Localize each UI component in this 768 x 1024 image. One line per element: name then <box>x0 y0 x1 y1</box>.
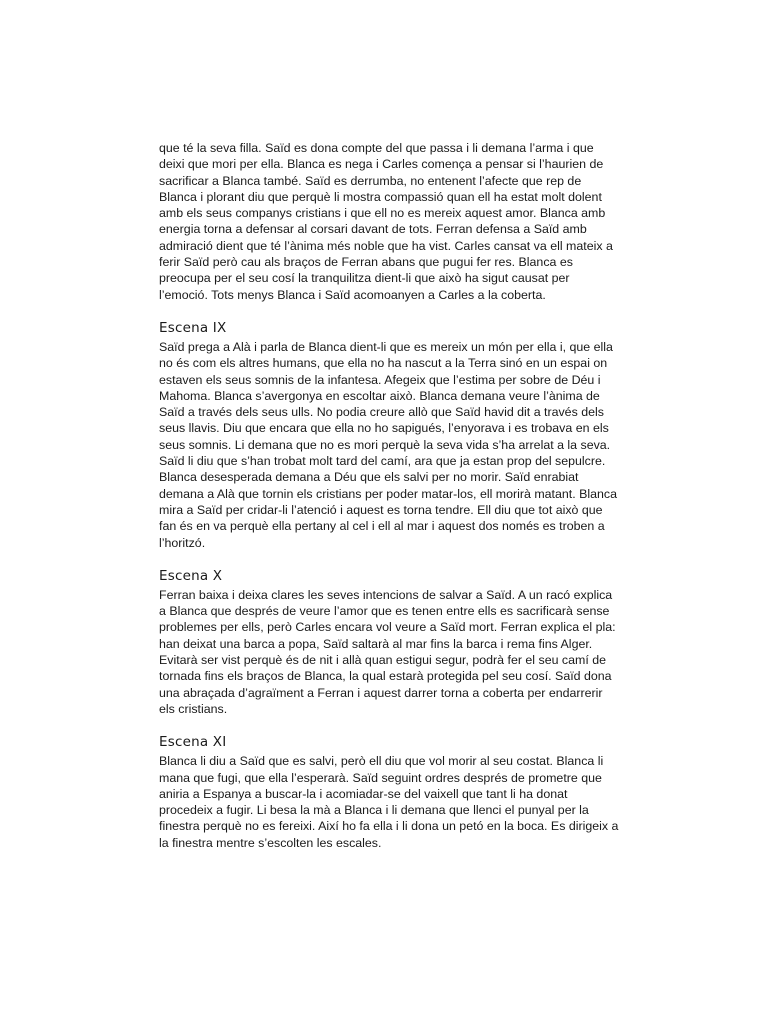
intro-paragraph: que té la seva filla. Saïd es dona compte del que passa i li demana l’arma i que deixi que mori per ella. Blanca es nega i Carles comença a pensar si l’haurien de sacrificar a Blanca també. Saïd es derrumba, no entenent l’afecte que rep de Blanca i plorant diu que perquè li mostra compassió quan ell ha estat molt dolent amb els seus companys cristians i que ell no es mereix aquest amor. Blanca amb energia torna a defensar al corsari davant de tots. Ferran defensa a Saïd amb admiració dient que té l’ànima més noble que ha vist. Carles cansat va ell mateix a ferir Saïd però cau als braços de Ferran abans que pugui fer res. Blanca es preocupa per el seu cosí la tranquilitza dient-li que això ha sigut causat per l’emoció. Tots menys Blanca i Saïd acomoanyen a Carles a la coberta. <box>159 141 613 302</box>
section-heading: Escena XI <box>159 734 227 751</box>
section-escena-ix <box>159 320 619 551</box>
section-heading: Escena X <box>159 567 223 584</box>
section-escena-x <box>159 568 619 717</box>
section-escena-xi <box>159 734 619 851</box>
section-paragraph: Ferran baixa i deixa clares les seves intencions de salvar a Saïd. A un racó explica a Blanca que després de veure l’amor que es tenen entre ells es sacrificarà sense problemes per ells, però Carles encara vol veure a Saïd mort. Ferran explica el pla: han deixat una barca a popa, Saïd saltarà al mar fins la barca i rema fins Alger. Evitarà ser vist perquè és de nit i allà quan estigui segur, podrà fer el seu camí de tornada fins els braços de Blanca, la qual estarà protegida pel seu cosí. Saïd dona una abraçada d’agraïment a Ferran i aquest darrer torna a coberta per endarrerir els cristians. <box>159 587 616 716</box>
section-paragraph: Blanca li diu a Saïd que es salvi, però ell diu que vol morir al seu costat. Blanca li mana que fugi, que ella l’esperarà. Saïd seguint ordres després de prometre que aniria a Espanya a buscar-la i acomiadar-se del vaixell que tant li ha donat procedeix a fugir. Li besa la mà a Blanca i li demana que llenci el punyal per la finestra perquè no es fereixi. Així ho fa ella i li dona un petó en la boca. Es dirigeix a la finestra mentre s’escolten les escales. <box>159 754 619 850</box>
section-heading: Escena IX <box>159 319 227 336</box>
section-paragraph: Saïd prega a Alà i parla de Blanca dient-li que es mereix un món per ella i, que ella no és com els altres humans, que ella no ha nascut a la Terra sinó en un espai on estaven els seus somnis de la infantesa. Afegeix que l’estima per sobre de Déu i Mahoma. Blanca s’avergonya en escoltar això. Blanca demana veure l’ànima de Saïd a través dels seus ulls. No podia creure allò que Saïd havid dit a través dels seus llavis. Diu que encara que ella no ho sapigués, l’enyorava i es trobava en els seus somnis. Li demana que no es mori perquè la seva vida s’ha arrelat a la seva. Saïd li diu que s’han trobat molt tard del camí, ara que ja estan prop del sepulcre. Blanca desesperada demana a Déu que els salvi per no morir. Saïd enrabiat demana a Alà que tornin els cristians per poder matar-los, ell morirà matant. Blanca mira a Saïd per cridar-li l’atenció i aquest es torna tendre. Ell diu que tot això que fan és en va perquè ella pertany al cel i ell al mar i aquest dos només es troben a l’horitzó. <box>159 339 617 550</box>
document-page <box>159 140 619 851</box>
